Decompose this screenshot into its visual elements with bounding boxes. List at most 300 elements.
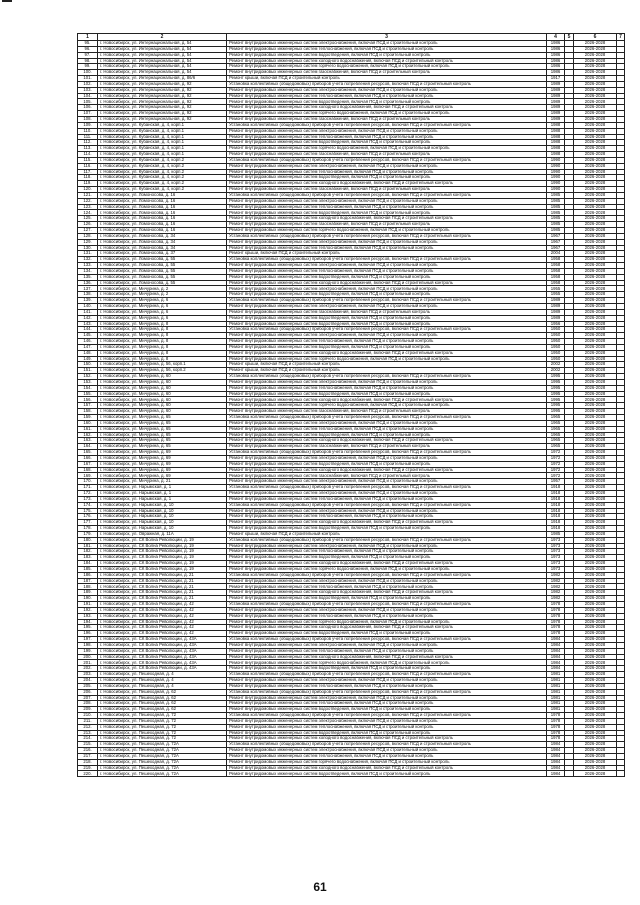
row-work-type: Ремонт внутридомовых инженерных систем холодного водоснабжения, включая ПСД и строительный контроль [227,467,547,473]
row-number: 118. [78,175,98,181]
row-work-type: Ремонт внутридомовых инженерных систем электроснабжения, включая ПСД и строительный контроль [227,642,547,648]
row-number: 192. [78,607,98,613]
row-work-type: Ремонт внутридомовых инженерных систем газоснабжения, включая ПСД и строительный контроль [227,444,547,450]
row-work-type: Ремонт внутридомовых инженерных систем горячего водоснабжения, включая ПСД и строительный контроль [227,111,547,117]
row-number: 124. [78,210,98,216]
row-address: г. Новосибирск, ул. Пешеходная, д. 72А [98,759,227,765]
page-corner-mark [2,0,12,2]
row-number: 102. [78,81,98,87]
row-plan-period: 2026-2028 [574,140,617,146]
row-work-type: Установка коллективных (общедомовых) приборов учета потребления ресурсов, включая ПСД и строительный контроль [227,742,547,748]
row-build-year: 2004 [547,251,565,257]
row-address: г. Новосибирск, ул. Пешеходная, д. 72 [98,713,227,719]
row-address: г. Новосибирск, ул. Ломоносова, д. 16 [98,192,227,198]
row-plan-period: 2026-2028 [574,327,617,333]
row-build-year: 1989 [547,87,565,93]
row-build-year: 1978 [547,631,565,637]
row-address: г. Новосибирск, ул. СК Волна Революции, д. 19 [98,537,227,543]
row-address: г. Новосибирск, ул. Мичурина, д. 65 [98,420,227,426]
row-work-type: Ремонт внутридомовых инженерных систем электроснабжения, включая ПСД и строительный контроль [227,128,547,134]
row-address: г. Новосибирск, ул. Нарымская, д. 10 [98,520,227,526]
row-number: 126. [78,222,98,228]
row-build-year: 1990 [547,181,565,187]
row-address: г. Новосибирск, ул. Кубанская, д. 4, корп.2 [98,157,227,163]
row-number: 190. [78,596,98,602]
row-number: 159. [78,415,98,421]
row-number: 196. [78,631,98,637]
row-build-year: 1984 [547,742,565,748]
row-work-type: Ремонт внутридомовых инженерных систем горячего водоснабжения, включая ПСД и строительный контроль [227,759,547,765]
row-build-year: 1972 [547,455,565,461]
row-plan-period: 2026-2028 [574,450,617,456]
row-plan-period: 2026-2028 [574,344,617,350]
row-work-type: Ремонт внутридомовых инженерных систем водоотведения, включая ПСД и строительный контроль [227,526,547,532]
row-work-type: Ремонт внутридомовых инженерных систем холодного водоснабжения, включая ПСД и строительный контроль [227,654,547,660]
row-plan-period: 2026-2028 [574,432,617,438]
row-number: 158. [78,409,98,415]
row-work-type: Ремонт внутридомовых инженерных систем водоотведения, включая ПСД и строительный контроль [227,344,547,350]
row-build-year: 1958 [547,257,565,263]
row-number: 144. [78,327,98,333]
row-address: г. Новосибирск, ул. Ломоносова, д. 34 [98,245,227,251]
row-plan-period: 2026-2028 [574,222,617,228]
row-number: 140. [78,303,98,309]
row-address: г. Новосибирск, ул. СК Волна Революции, д. 21 [98,590,227,596]
row-work-type: Ремонт внутридомовых инженерных систем холодного водоснабжения, включая ПСД и строительный контроль [227,350,547,356]
row-number: 97. [78,52,98,58]
row-number: 172. [78,490,98,496]
row-build-year: 1985 [547,228,565,234]
row-address: г. Новосибирск, ул. СК Волна Революции, д. 42 [98,631,227,637]
row-build-year: 1982 [547,578,565,584]
row-number: 125. [78,216,98,222]
row-work-type: Ремонт внутридомовых инженерных систем газоснабжения, включая ПСД и строительный контроль [227,473,547,479]
row-number: 117. [78,169,98,175]
row-build-year: 1918 [547,496,565,502]
row-number: 216. [78,748,98,754]
row-work-type: Ремонт внутридомовых инженерных систем электроснабжения, включая ПСД и строительный контроль [227,479,547,485]
row-plan-period: 2026-2028 [574,397,617,403]
row-work-type: Ремонт внутридомовых инженерных систем теплоснабжения, включая ПСД и строительный контроль [227,549,547,555]
row-plan-period: 2026-2028 [574,619,617,625]
row-work-type: Ремонт крыши, включая ПСД и строительный контроль [227,251,547,257]
row-work-type: Установка коллективных (общедомовых) приборов учета потребления ресурсов, включая ПСД и строительный контроль [227,713,547,719]
row-plan-period: 2026-2028 [574,701,617,707]
row-address: г. Новосибирск, ул. Интернациональная, д. 92 [98,99,227,105]
row-plan-period: 2026-2028 [574,362,617,368]
row-work-type: Ремонт внутридомовых инженерных систем электроснабжения, включая ПСД и строительный контроль [227,286,547,292]
row-plan-period: 2026-2028 [574,339,617,345]
row-number: 107. [78,111,98,117]
row-plan-period: 2026-2028 [574,531,617,537]
row-build-year: 1982 [547,584,565,590]
header-row [78,34,625,41]
row-build-year: 1918 [547,520,565,526]
row-work-type: Ремонт внутридомовых инженерных систем электроснабжения, включая ПСД и строительный контроль [227,677,547,683]
row-number: 133. [78,263,98,269]
row-address: г. Новосибирск, ул. Кубанская, д. 4, корп.1 [98,134,227,140]
row-work-type: Установка коллективных (общедомовых) приборов учета потребления ресурсов, включая ПСД и строительный контроль [227,672,547,678]
row-number: 169. [78,473,98,479]
row-number: 156. [78,397,98,403]
row-address: г. Новосибирск, ул. Мичурина, д. 69 [98,461,227,467]
row-build-year: 1988 [547,146,565,152]
row-plan-period: 2026-2028 [574,426,617,432]
row-work-type: Ремонт внутридомовых инженерных систем водоотведения, включая ПСД и строительный контроль [227,432,547,438]
row-address: г. Новосибирск, ул. Ломоносова, д. 16 [98,210,227,216]
row-address: г. Новосибирск, ул. Мичурина, д. 60 [98,397,227,403]
row-work-type: Ремонт внутридомовых инженерных систем теплоснабжения, включая ПСД и строительный контроль [227,496,547,502]
row-work-type: Ремонт внутридомовых инженерных систем водоотведения, включая ПСД и строительный контроль [227,175,547,181]
row-build-year: 1990 [547,187,565,193]
row-plan-period: 2026-2028 [574,765,617,771]
row-work-type: Установка коллективных (общедомовых) приборов учета потребления ресурсов, включая ПСД и строительный контроль [227,157,547,163]
row-plan-period: 2026-2028 [574,286,617,292]
row-work-type: Установка коллективных (общедомовых) приборов учета потребления ресурсов, включая ПСД и строительный контроль [227,233,547,239]
row-number: 202. [78,666,98,672]
row-number: 100. [78,70,98,76]
header-col-1: 1 [78,34,98,41]
row-build-year: 1967 [547,233,565,239]
row-build-year: 1973 [547,566,565,572]
row-work-type: Ремонт внутридомовых инженерных систем холодного водоснабжения, включая ПСД и строительный контроль [227,280,547,286]
row-build-year: 1965 [547,415,565,421]
row-number: 149. [78,356,98,362]
row-plan-period: 2026-2028 [574,356,617,362]
header-col-6: 6 [574,34,617,41]
table-row [78,771,625,777]
row-plan-period: 2026-2028 [574,508,617,514]
row-work-type: Ремонт внутридомовых инженерных систем холодного водоснабжения, включая ПСД и строительный контроль [227,520,547,526]
row-plan-period: 2026-2028 [574,526,617,532]
row-plan-period: 2026-2028 [574,555,617,561]
row-plan-period: 2026-2028 [574,41,617,47]
row-number: 209. [78,707,98,713]
row-number: 155. [78,391,98,397]
row-build-year: 1985 [547,198,565,204]
row-plan-period: 2026-2028 [574,181,617,187]
row-address: г. Новосибирск, ул. Интернациональная, д. 86/6 [98,76,227,82]
row-plan-period: 2026-2028 [574,753,617,759]
row-number: 180. [78,537,98,543]
row-plan-period: 2026-2028 [574,596,617,602]
row-number: 123. [78,204,98,210]
row-work-type: Ремонт внутридомовых инженерных систем холодного водоснабжения, включая ПСД и строительный контроль [227,58,547,64]
row-address: г. Новосибирск, ул. Пешеходная, д. 72А [98,748,227,754]
row-work-type: Установка коллективных (общедомовых) приборов учета потребления ресурсов, включая ПСД и строительный контроль [227,257,547,263]
row-address: г. Новосибирск, ул. Ломоносова, д. 55 [98,257,227,263]
row-work-type: Ремонт внутридомовых инженерных систем водоотведения, включая ПСД и строительный контроль [227,321,547,327]
row-address: г. Новосибирск, ул. СК Волна Революции, д. 21 [98,572,227,578]
row-plan-period: 2026-2028 [574,409,617,415]
row-build-year: 1988 [547,152,565,158]
row-work-type: Ремонт внутридомовых инженерных систем электроснабжения, включая ПСД и строительный контроль [227,41,547,47]
row-work-type: Установка коллективных (общедомовых) приборов учета потребления ресурсов, включая ПСД и строительный контроль [227,298,547,304]
row-plan-period: 2026-2028 [574,391,617,397]
row-work-type: Установка коллективных (общедомовых) приборов учета потребления ресурсов, включая ПСД и строительный контроль [227,81,547,87]
row-plan-period: 2026-2028 [574,578,617,584]
row-plan-period: 2026-2028 [574,561,617,567]
row-work-type: Ремонт внутридомовых инженерных систем газоснабжения, включая ПСД и строительный контроль [227,152,547,158]
row-plan-period: 2026-2028 [574,239,617,245]
row-number: 137. [78,286,98,292]
row-number: 210. [78,713,98,719]
row-number: 135. [78,274,98,280]
row-address: г. Новосибирск, ул. Мичурина, д. 8 [98,350,227,356]
row-number: 204. [78,677,98,683]
row-work-type: Установка коллективных (общедомовых) приборов учета потребления ресурсов, включая ПСД и строительный контроль [227,602,547,608]
row-number: 164. [78,444,98,450]
row-number: 182. [78,549,98,555]
row-plan-period: 2026-2028 [574,479,617,485]
row-address: г. Новосибирск, ул. СК Волна Революции, д. 43А [98,642,227,648]
row-plan-period: 2026-2028 [574,268,617,274]
row-plan-period: 2026-2028 [574,204,617,210]
row-address: г. Новосибирск, ул. Кубанская, д. 4, корп.2 [98,175,227,181]
row-work-type: Ремонт внутридомовых инженерных систем горячего водоснабжения, включая ПСД и строительный контроль [227,403,547,409]
row-plan-period: 2026-2028 [574,368,617,374]
row-work-type: Ремонт внутридомовых инженерных систем теплоснабжения, включая ПСД и строительный контроль [227,584,547,590]
row-plan-period: 2026-2028 [574,210,617,216]
row-address: г. Новосибирск, ул. Мичурина, д. 69 [98,467,227,473]
row-number: 206. [78,689,98,695]
row-plan-period: 2026-2028 [574,625,617,631]
row-plan-period: 2026-2028 [574,76,617,82]
row-build-year: 1989 [547,111,565,117]
row-address: г. Новосибирск, ул. Нарымская, д. 1 [98,496,227,502]
row-build-year: 1985 [547,531,565,537]
row-plan-period: 2026-2028 [574,245,617,251]
row-address: г. Новосибирск, ул. Мичурина, д. 60 [98,374,227,380]
row-number: 186. [78,572,98,578]
row-address: г. Новосибирск, ул. Мичурина, д. 60 [98,403,227,409]
row-address: г. Новосибирск, ул. Кубанская, д. 4, корп.1 [98,152,227,158]
row-build-year: 1989 [547,298,565,304]
row-number: 147. [78,344,98,350]
row-build-year: 1990 [547,157,565,163]
row-plan-period: 2026-2028 [574,689,617,695]
row-build-year: 1918 [547,502,565,508]
row-number: 183. [78,555,98,561]
row-address: г. Новосибирск, ул. Кубанская, д. 4, корп.1 [98,128,227,134]
row-work-type: Установка коллективных (общедомовых) приборов учета потребления ресурсов, включая ПСД и строительный контроль [227,537,547,543]
row-address: г. Новосибирск, ул. Интернациональная, д. 54 [98,41,227,47]
row-build-year: 2002 [547,368,565,374]
row-number: 212. [78,724,98,730]
row-build-year: 1988 [547,134,565,140]
row-build-year: 1986 [547,58,565,64]
row-build-year: 1990 [547,169,565,175]
row-address: г. Новосибирск, ул. Интернациональная, д. 54 [98,46,227,52]
row-build-year: 1973 [547,561,565,567]
row-build-year: 1965 [547,444,565,450]
row-address: г. Новосибирск, ул. СК Волна Революции, д. 42 [98,602,227,608]
row-build-year: 1981 [547,689,565,695]
row-number: 138. [78,292,98,298]
row-build-year: 1978 [547,736,565,742]
row-address: г. Новосибирск, ул. Ломоносова, д. 16 [98,198,227,204]
row-plan-period: 2026-2028 [574,105,617,111]
row-work-type: Установка коллективных (общедомовых) приборов учета потребления ресурсов, включая ПСД и строительный контроль [227,450,547,456]
row-work-type: Ремонт внутридомовых инженерных систем теплоснабжения, включая ПСД и строительный контроль [227,204,547,210]
row-plan-period: 2026-2028 [574,520,617,526]
row-address: г. Новосибирск, ул. Кубанская, д. 4, корп.1 [98,140,227,146]
row-build-year: 1995 [547,409,565,415]
row-build-year: 1989 [547,303,565,309]
row-address: г. Новосибирск, ул. Пешеходная, д. 62 [98,707,227,713]
row-plan-period: 2026-2028 [574,257,617,263]
row-address: г. Новосибирск, ул. Мичурина, д. 6 [98,315,227,321]
row-work-type: Ремонт внутридомовых инженерных систем горячего водоснабжения, включая ПСД и строительный контроль [227,356,547,362]
row-work-type: Ремонт внутридомовых инженерных систем электроснабжения, включая ПСД и строительный контроль [227,455,547,461]
row-work-type: Ремонт внутридомовых инженерных систем электроснабжения, включая ПСД и строительный контроль [227,508,547,514]
row-build-year: 1917 [547,76,565,82]
row-plan-period: 2026-2028 [574,496,617,502]
row-number: 167. [78,461,98,467]
row-work-type: Ремонт внутридомовых инженерных систем водоотведения, включая ПСД и строительный контроль [227,274,547,280]
row-work-type: Установка коллективных (общедомовых) приборов учета потребления ресурсов, включая ПСД и строительный контроль [227,689,547,695]
row-address: г. Новосибирск, ул. СК Волна Революции, д. 19 [98,555,227,561]
row-plan-period: 2026-2028 [574,169,617,175]
row-work-type: Ремонт внутридомовых инженерных систем холодного водоснабжения, включая ПСД и строительный контроль [227,181,547,187]
row-work-type: Ремонт внутридомовых инженерных систем теплоснабжения, включая ПСД и строительный контроль [227,701,547,707]
row-number: 104. [78,93,98,99]
row-build-year: 1984 [547,654,565,660]
row-address: г. Новосибирск, ул. Мичурина, д. 8 [98,327,227,333]
row-address: г. Новосибирск, ул. Пешеходная, д. 72 [98,730,227,736]
row-plan-period: 2026-2028 [574,374,617,380]
row-number: 108. [78,116,98,122]
row-plan-period: 2026-2028 [574,718,617,724]
row-address: г. Новосибирск, ул. Мичурина, д. 6 [98,309,227,315]
row-number: 200. [78,654,98,660]
row-plan-period: 2026-2028 [574,677,617,683]
row-work-type: Ремонт внутридомовых инженерных систем электроснабжения, включая ПСД и строительный контроль [227,87,547,93]
row-number: 161. [78,426,98,432]
row-address: г. Новосибирск, ул. Интернациональная, д. 54 [98,58,227,64]
row-build-year: 1995 [547,397,565,403]
row-work-type: Установка коллективных (общедомовых) приборов учета потребления ресурсов, включая ПСД и строительный контроль [227,572,547,578]
row-work-type: Установка коллективных (общедомовых) приборов учета потребления ресурсов, включая ПСД и строительный контроль [227,374,547,380]
row-build-year: 1978 [547,724,565,730]
row-plan-period: 2026-2028 [574,216,617,222]
row-plan-period: 2026-2028 [574,759,617,765]
row-number: 176. [78,514,98,520]
row-plan-period: 2026-2028 [574,485,617,491]
row-address: г. Новосибирск, ул. Нарымская, д. 10 [98,508,227,514]
row-work-type: Ремонт внутридомовых инженерных систем водоотведения, включая ПСД и строительный контроль [227,292,547,298]
row-work-type: Ремонт внутридомовых инженерных систем электроснабжения, включая ПСД и строительный контроль [227,695,547,701]
row-address: г. Новосибирск, ул. Пешеходная, д. 72 [98,736,227,742]
row-number: 217. [78,753,98,759]
row-work-type: Установка коллективных (общедомовых) приборов учета потребления ресурсов, включая ПСД и строительный контроль [227,415,547,421]
row-address: г. Новосибирск, ул. Интернациональная, д. 92 [98,81,227,87]
row-work-type: Установка коллективных (общедомовых) приборов учета потребления ресурсов, включая ПСД и строительный контроль [227,192,547,198]
row-address: г. Новосибирск, ул. Пешеходная, д. 4 [98,677,227,683]
row-plan-period: 2026-2028 [574,175,617,181]
row-address: г. Новосибирск, ул. Ломоносова, д. 16 [98,204,227,210]
row-build-year: 1989 [547,315,565,321]
row-address: г. Новосибирск, ул. Пешеходная, д. 72А [98,765,227,771]
row-plan-period: 2026-2028 [574,274,617,280]
row-build-year: 1985 [547,192,565,198]
row-build-year: 2002 [547,362,565,368]
row-plan-period: 2026-2028 [574,724,617,730]
row-address: г. Новосибирск, ул. Пешеходная, д. 62 [98,695,227,701]
row-number: 121. [78,192,98,198]
row-number: 207. [78,695,98,701]
row-address: г. Новосибирск, ул. Нарымская, д. 10 [98,514,227,520]
row-number: 218. [78,759,98,765]
row-build-year: 1955 [547,286,565,292]
row-number: 110. [78,128,98,134]
row-number: 116. [78,163,98,169]
row-build-year: 1978 [547,713,565,719]
row-work-type: Ремонт внутридомовых инженерных систем теплоснабжения, включая ПСД и строительный контроль [227,93,547,99]
row-plan-period: 2026-2028 [574,514,617,520]
row-build-year: 1965 [547,438,565,444]
row-number: 173. [78,496,98,502]
row-address: г. Новосибирск, ул. Мичурина, д. 69 [98,473,227,479]
header-col-7: 7 [617,34,625,41]
row-number: 211. [78,718,98,724]
row-address: г. Новосибирск, ул. Пешеходная, д. 72 [98,718,227,724]
row-plan-period: 2026-2028 [574,672,617,678]
row-work-type: Ремонт внутридомовых инженерных систем газоснабжения, включая ПСД и строительный контроль [227,70,547,76]
row-work-type: Ремонт внутридомовых инженерных систем холодного водоснабжения, включая ПСД и строительный контроль [227,561,547,567]
row-build-year: 1950 [547,327,565,333]
row-work-type: Ремонт внутридомовых инженерных систем холодного водоснабжения, включая ПСД и строительный контроль [227,736,547,742]
row-work-type: Ремонт крыши, включая ПСД и строительный контроль [227,531,547,537]
row-build-year: 1918 [547,526,565,532]
row-number: 139. [78,298,98,304]
row-address: г. Новосибирск, ул. СК Волна Революции, д. 43А [98,660,227,666]
row-address: г. Новосибирск, ул. Кубанская, д. 4, корп.2 [98,163,227,169]
row-build-year: 1984 [547,759,565,765]
row-build-year: 1984 [547,666,565,672]
row-build-year: 1956 [547,321,565,327]
row-work-type: Ремонт внутридомовых инженерных систем холодного водоснабжения, включая ПСД и строительный контроль [227,765,547,771]
row-number: 148. [78,350,98,356]
row-plan-period: 2026-2028 [574,461,617,467]
row-build-year: 1995 [547,385,565,391]
row-address: г. Новосибирск, ул. Ломоносова, д. 34 [98,233,227,239]
row-work-type: Ремонт внутридомовых инженерных систем электроснабжения, включая ПСД и строительный контроль [227,578,547,584]
row-work-type: Ремонт внутридомовых инженерных систем электроснабжения, включая ПСД и строительный контроль [227,303,547,309]
row-address: г. Новосибирск, ул. Мичурина, д. 69 [98,455,227,461]
row-plan-period: 2026-2028 [574,321,617,327]
row-address: г. Новосибирск, ул. СК Волна Революции, д. 42 [98,607,227,613]
row-work-type: Ремонт внутридомовых инженерных систем водоотведения, включая ПСД и строительный контроль [227,707,547,713]
row-number: 151. [78,368,98,374]
row-build-year: 1973 [547,549,565,555]
row-number: 177. [78,520,98,526]
row-build-year: 1985 [547,222,565,228]
row-address: г. Новосибирск, ул. СК Волна Революции, д. 43А [98,666,227,672]
row-address: г. Новосибирск, ул. СК Волна Революции, д. 42 [98,613,227,619]
row-work-type: Ремонт внутридомовых инженерных систем водоотведения, включая ПСД и строительный контроль [227,631,547,637]
row-address: г. Новосибирск, ул. Нарымская, д. 1 [98,485,227,491]
row-work-type: Ремонт внутридомовых инженерных систем электроснабжения, включая ПСД и строительный контроль [227,163,547,169]
row-build-year: 1918 [547,514,565,520]
row-plan-period: 2026-2028 [574,637,617,643]
row-build-year: 1995 [547,391,565,397]
row-address: г. Новосибирск, ул. Нарымская, д. 1 [98,490,227,496]
row-number: 165. [78,450,98,456]
row-number: 166. [78,455,98,461]
row-number: 181. [78,543,98,549]
row-work-type: Ремонт внутридомовых инженерных систем электроснабжения, включая ПСД и строительный контроль [227,263,547,269]
